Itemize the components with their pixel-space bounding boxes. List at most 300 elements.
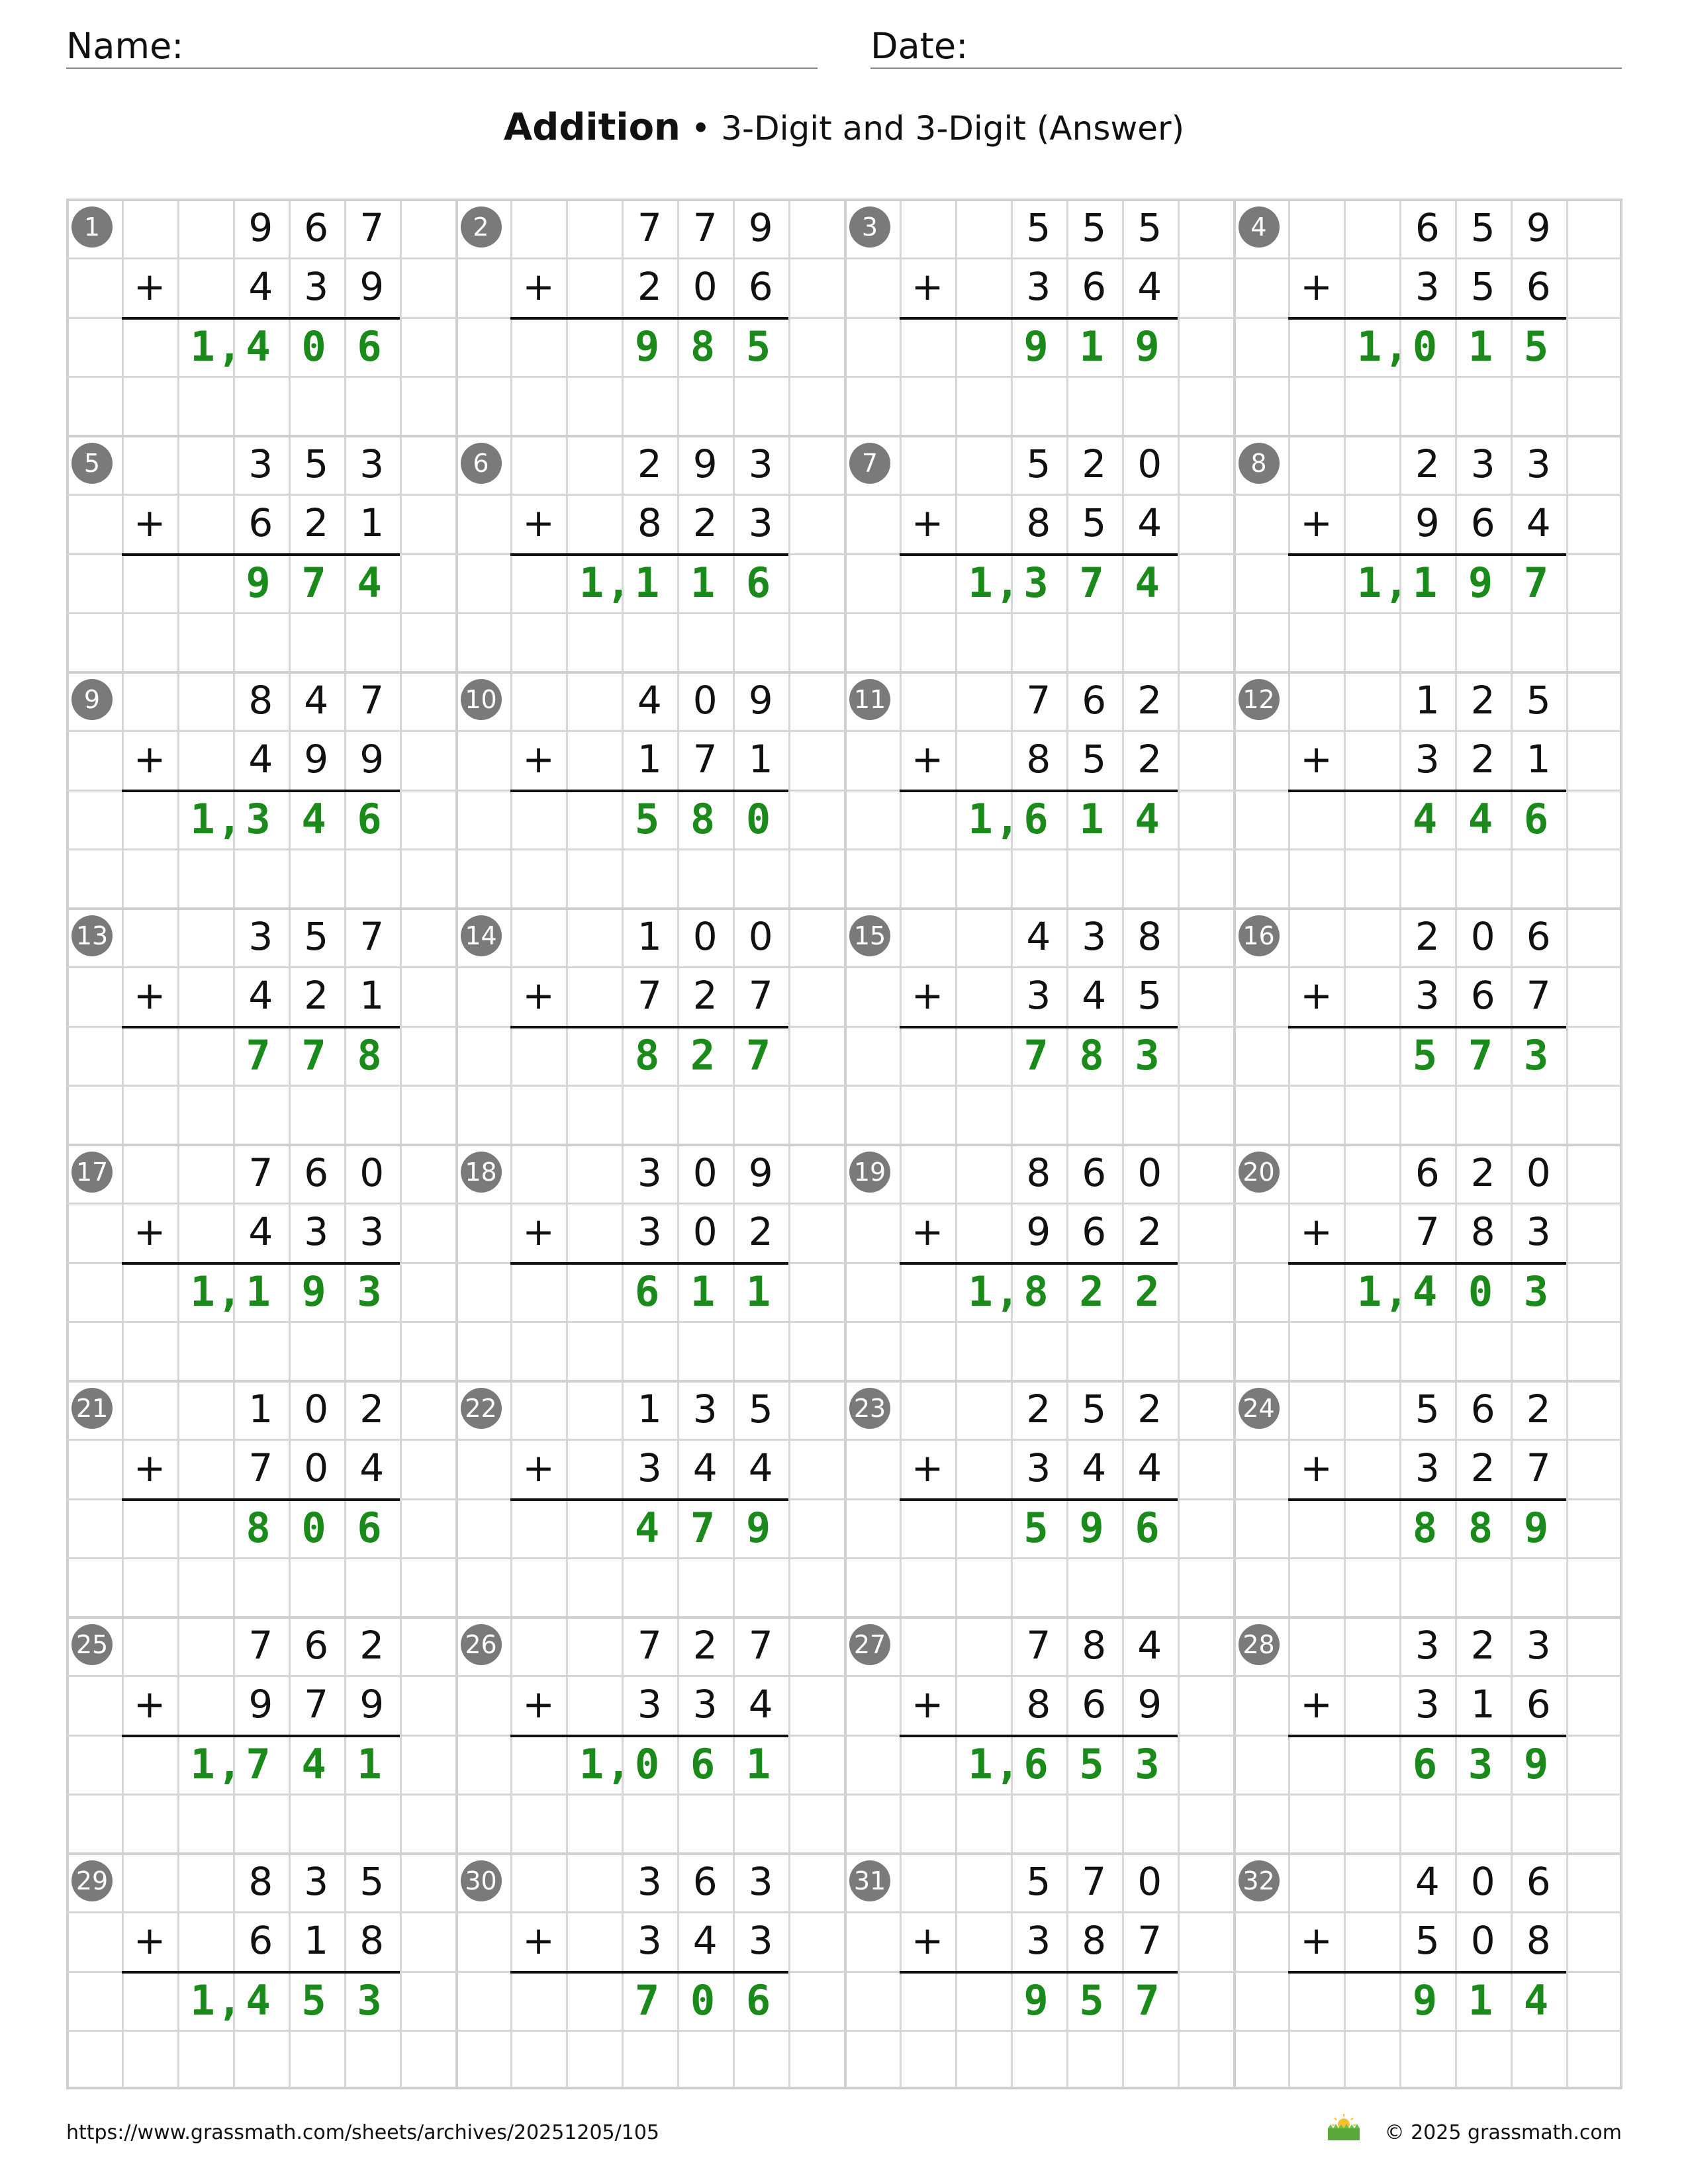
digit: 7 [1082, 1859, 1107, 1904]
answer-digit: 8 [634, 1030, 660, 1079]
problem-number-badge: 14 [461, 915, 502, 956]
addend-top [455, 1852, 845, 1911]
problem-number-badge: 32 [1239, 1860, 1280, 1901]
addend-bottom [1233, 1439, 1622, 1498]
answer-digit: 6 [745, 1976, 771, 2025]
answer [230, 553, 397, 612]
digit: 9 [748, 678, 773, 723]
answer-digit: 0 [745, 794, 771, 843]
addend-top [844, 1852, 1233, 1911]
answer-digit: 6 [634, 1267, 660, 1316]
answer-digit: 6 [690, 1739, 716, 1788]
problem [1233, 1144, 1622, 1380]
problem-number-badge: 24 [1239, 1388, 1280, 1429]
answer-digit: 1 [968, 1267, 993, 1316]
date-label: Date: [870, 25, 968, 67]
addend-bottom [66, 1439, 455, 1498]
problem [1233, 1616, 1622, 1852]
answer-digit: 9 [1023, 322, 1049, 371]
answer-digit: 6 [1523, 794, 1549, 843]
digit: 8 [1470, 1209, 1495, 1255]
problem-number-badge: 9 [71, 679, 113, 720]
answer: 1,1 9 3 [175, 1262, 397, 1321]
answer-digit: 3 [246, 794, 271, 843]
digit: 5 [1082, 1387, 1107, 1432]
plus-sign: + [911, 1445, 944, 1491]
addend-top [455, 907, 845, 966]
answer-digit: 8 [246, 1503, 271, 1552]
addend-top [1233, 1616, 1622, 1675]
digit: 4 [748, 1445, 773, 1491]
answer: 1,6 1 4 [953, 790, 1175, 848]
digit: 5 [1470, 205, 1495, 250]
digit: 3 [1415, 737, 1440, 782]
digit: 0 [359, 1150, 385, 1195]
digit: 2 [359, 1387, 385, 1432]
digit: 4 [1137, 1445, 1162, 1491]
answer [1008, 1971, 1175, 2030]
digit: 9 [748, 1150, 773, 1195]
answer-digit: 6 [357, 322, 382, 371]
digit: 1 [637, 737, 662, 782]
answer-digit: 9 [1523, 1503, 1549, 1552]
answer-digit: 1 [968, 1739, 993, 1788]
digit: 6 [1415, 1150, 1440, 1195]
answer: 1,8 2 2 [953, 1262, 1175, 1321]
addend-bottom [455, 1439, 845, 1498]
digit: 4 [1137, 264, 1162, 310]
plus-sign: + [1300, 1682, 1333, 1727]
answer-digit: 1 [968, 558, 993, 607]
answer-digit: 6 [357, 794, 382, 843]
digit: 4 [1137, 500, 1162, 546]
digit: 1 [637, 1387, 662, 1432]
digit: 7 [637, 205, 662, 250]
digit: 0 [304, 1387, 329, 1432]
addend-bottom [844, 1675, 1233, 1734]
addend-top [66, 1380, 455, 1439]
digit: 5 [359, 1859, 385, 1904]
addend-bottom [66, 730, 455, 789]
digit: 2 [304, 973, 329, 1019]
answer-digit: 1 [246, 1267, 271, 1316]
answer-digit: 8 [357, 1030, 382, 1079]
digit: 4 [248, 973, 273, 1019]
answer [620, 1971, 786, 2030]
digit: 7 [637, 973, 662, 1019]
digit: 0 [692, 264, 718, 310]
digit: 3 [1415, 1682, 1440, 1727]
answer-digit: 6 [1412, 1739, 1438, 1788]
digit: 8 [359, 1918, 385, 1964]
digit: 5 [1415, 1387, 1440, 1432]
digit: 8 [1026, 500, 1051, 546]
answer: 1,3 4 6 [175, 790, 397, 848]
plus-sign: + [1300, 264, 1333, 310]
digit: 9 [1026, 1209, 1051, 1255]
answer-digit: 1 [190, 1739, 215, 1788]
answer: 1,0 6 1 [564, 1735, 786, 1794]
title-subtitle: 3-Digit and 3-Digit (Answer) [721, 109, 1185, 148]
digit: 7 [359, 205, 385, 250]
answer-digit: 1 [1468, 1976, 1493, 2025]
answer-digit: 1 [634, 558, 660, 607]
addend-bottom [455, 1203, 845, 1261]
answer-digit: 4 [357, 558, 382, 607]
plus-sign: + [522, 1918, 555, 1964]
problem [66, 199, 455, 435]
digit: 3 [637, 1150, 662, 1195]
answer-digit: 3 [1523, 1030, 1549, 1079]
problem [844, 1616, 1233, 1852]
problem-number-badge: 12 [1239, 679, 1280, 720]
digit: 3 [304, 1209, 329, 1255]
digit: 9 [248, 1682, 273, 1727]
digit: 6 [248, 1918, 273, 1964]
problem [66, 671, 455, 907]
digit: 1 [248, 1387, 273, 1432]
digit: 9 [748, 205, 773, 250]
problem-number-badge: 28 [1239, 1624, 1280, 1665]
plus-sign: + [133, 973, 166, 1019]
problem-number-badge: 25 [71, 1624, 113, 1665]
digit: 4 [248, 264, 273, 310]
plus-sign: + [1300, 1445, 1333, 1491]
digit: 0 [1137, 1859, 1162, 1904]
digit: 4 [304, 678, 329, 723]
problem-number-badge: 18 [461, 1152, 502, 1193]
answer-digit: 9 [1079, 1503, 1104, 1552]
answer [1397, 1498, 1564, 1557]
answer-digit: 8 [1023, 1267, 1049, 1316]
problem [66, 1380, 455, 1616]
name-line[interactable] [66, 68, 818, 69]
digit: 3 [1026, 973, 1051, 1019]
problem [66, 435, 455, 671]
plus-sign: + [522, 1209, 555, 1255]
digit: 2 [1137, 1209, 1162, 1255]
digit: 0 [1470, 1859, 1495, 1904]
answer-digit: 3 [1023, 558, 1049, 607]
problem-number-badge: 19 [849, 1152, 890, 1193]
problem [844, 1380, 1233, 1616]
answer: 1,4 5 3 [175, 1971, 397, 2030]
digit: 8 [1082, 1623, 1107, 1668]
addend-bottom [66, 1203, 455, 1261]
digit: 7 [248, 1445, 273, 1491]
digit: 5 [1026, 1859, 1051, 1904]
digit: 7 [1526, 973, 1551, 1019]
answer: 1,4 0 6 [175, 317, 397, 376]
problem [455, 1144, 845, 1380]
answer-digit: 8 [690, 794, 716, 843]
digit: 2 [1137, 678, 1162, 723]
digit: 3 [1526, 1209, 1551, 1255]
answer-digit: 4 [1135, 558, 1160, 607]
addend-top [66, 907, 455, 966]
digit: 2 [637, 264, 662, 310]
problem [66, 1852, 455, 2089]
digit: 2 [692, 1623, 718, 1668]
digit: 5 [1137, 205, 1162, 250]
digit: 4 [692, 1918, 718, 1964]
addend-top [1233, 199, 1622, 257]
plus-sign: + [522, 264, 555, 310]
problem-number-badge: 17 [71, 1152, 113, 1193]
problem-number-badge: 6 [461, 443, 502, 484]
answer-digit: 9 [634, 322, 660, 371]
answer-digit: 9 [1523, 1739, 1549, 1788]
digit: 4 [1082, 973, 1107, 1019]
digit: 0 [1137, 441, 1162, 486]
answer-digit: 4 [1412, 794, 1438, 843]
answer-digit: 5 [1079, 1976, 1104, 2025]
answer-digit: 3 [1468, 1739, 1493, 1788]
answer-digit: 4 [1523, 1976, 1549, 2025]
digit: 1 [359, 500, 385, 546]
digit: 9 [692, 441, 718, 486]
answer [620, 1026, 786, 1085]
digit: 6 [1526, 1859, 1551, 1904]
digit: 2 [1470, 1445, 1495, 1491]
addend-bottom [1233, 966, 1622, 1025]
answer-digit: 0 [301, 322, 326, 371]
digit: 3 [359, 1209, 385, 1255]
addend-bottom [844, 1203, 1233, 1261]
answer-digit: 1 [1412, 558, 1438, 607]
answer-digit: 5 [1523, 322, 1549, 371]
digit: 6 [1082, 678, 1107, 723]
answer [1008, 1498, 1175, 1557]
problem-number-badge: 21 [71, 1388, 113, 1429]
answer [1397, 1735, 1564, 1794]
digit: 3 [692, 1387, 718, 1432]
digit: 6 [1082, 1209, 1107, 1255]
digit: 2 [1026, 1387, 1051, 1432]
answer-digit: 5 [745, 322, 771, 371]
digit: 3 [1415, 1445, 1440, 1491]
plus-sign: + [911, 500, 944, 546]
digit: 4 [1137, 1623, 1162, 1668]
title-main: Addition [503, 106, 680, 149]
answer-digit: 7 [1079, 558, 1104, 607]
digit: 3 [748, 1918, 773, 1964]
answer-digit: 7 [1523, 558, 1549, 607]
worksheet-grid [66, 199, 1622, 2089]
grass-logo-icon [1324, 2111, 1364, 2142]
plus-sign: + [1300, 1918, 1333, 1964]
digit: 7 [1137, 1918, 1162, 1964]
plus-sign: + [133, 737, 166, 782]
digit: 4 [748, 1682, 773, 1727]
answer-digit: 3 [357, 1976, 382, 2025]
digit: 8 [1026, 1150, 1051, 1195]
digit: 2 [359, 1623, 385, 1668]
digit: 6 [1415, 205, 1440, 250]
date-line[interactable] [870, 68, 1622, 69]
answer-digit: 0 [690, 1976, 716, 2025]
plus-sign: + [133, 1209, 166, 1255]
digit: 1 [1470, 1682, 1495, 1727]
problem [455, 435, 845, 671]
answer-digit: 5 [301, 1976, 326, 2025]
digit: 3 [637, 1209, 662, 1255]
problem-number-badge: 15 [849, 915, 890, 956]
digit: 7 [1415, 1209, 1440, 1255]
digit: 9 [359, 264, 385, 310]
answer: 1,6 5 3 [953, 1735, 1175, 1794]
answer-digit: 5 [1412, 1030, 1438, 1079]
answer-digit: 1 [690, 1267, 716, 1316]
addend-bottom [1233, 1911, 1622, 1970]
problem-number-badge: 22 [461, 1388, 502, 1429]
digit: 7 [748, 1623, 773, 1668]
digit: 7 [1026, 678, 1051, 723]
digit: 6 [1082, 1150, 1107, 1195]
addend-top [1233, 1852, 1622, 1911]
digit: 6 [1082, 264, 1107, 310]
digit: 8 [1137, 914, 1162, 959]
plus-sign: + [133, 264, 166, 310]
addend-bottom [844, 730, 1233, 789]
answer-digit: 1 [745, 1267, 771, 1316]
digit: 5 [304, 441, 329, 486]
digit: 3 [1526, 1623, 1551, 1668]
addend-bottom [1233, 494, 1622, 553]
problem-number-badge: 4 [1239, 206, 1280, 248]
problem [844, 671, 1233, 907]
answer-digit: 7 [301, 1030, 326, 1079]
digit: 7 [692, 205, 718, 250]
answer: 1,1 9 7 [1342, 553, 1564, 612]
plus-sign: + [911, 973, 944, 1019]
addend-bottom [844, 494, 1233, 553]
digit: 4 [692, 1445, 718, 1491]
plus-sign: + [522, 973, 555, 1019]
addend-top [455, 1380, 845, 1439]
problem [455, 1852, 845, 2089]
plus-sign: + [911, 1209, 944, 1255]
digit: 3 [1026, 1918, 1051, 1964]
answer-digit: 4 [246, 1976, 271, 2025]
answer-digit: 7 [634, 1976, 660, 2025]
answer-digit: 7 [1023, 1030, 1049, 1079]
answer [620, 790, 786, 848]
problem [844, 1852, 1233, 2089]
answer-digit: 1 [190, 1976, 215, 2025]
digit: 3 [1470, 441, 1495, 486]
name-label: Name: [66, 25, 184, 67]
problem-number-badge: 23 [849, 1388, 890, 1429]
digit: 2 [1470, 1623, 1495, 1668]
digit: 5 [1470, 264, 1495, 310]
answer-digit: 4 [1135, 794, 1160, 843]
answer-digit: 1 [745, 1739, 771, 1788]
digit: 3 [748, 1859, 773, 1904]
answer-digit: 0 [1412, 322, 1438, 371]
answer-digit: 7 [301, 558, 326, 607]
digit: 6 [1082, 1682, 1107, 1727]
answer-digit: 5 [1079, 1739, 1104, 1788]
answer-digit: 7 [690, 1503, 716, 1552]
digit: 3 [304, 1859, 329, 1904]
digit: 5 [1082, 500, 1107, 546]
answer-digit: 8 [1412, 1503, 1438, 1552]
answer-digit: 8 [1468, 1503, 1493, 1552]
answer-digit: 1 [1356, 322, 1382, 371]
answer-digit: 6 [745, 558, 771, 607]
addend-top [844, 1380, 1233, 1439]
addend-top [455, 435, 845, 494]
digit: 8 [1082, 1918, 1107, 1964]
answer-digit: 4 [1468, 794, 1493, 843]
answer [1397, 1026, 1564, 1085]
digit: 8 [1026, 737, 1051, 782]
addend-bottom [1233, 730, 1622, 789]
digit: 6 [1470, 973, 1495, 1019]
digit: 6 [748, 264, 773, 310]
digit: 2 [1526, 1387, 1551, 1432]
plus-sign: + [133, 500, 166, 546]
answer-digit: 1 [357, 1739, 382, 1788]
answer-digit: 7 [1135, 1976, 1160, 2025]
digit: 1 [748, 737, 773, 782]
answer-digit: 4 [246, 322, 271, 371]
problem-number-badge: 8 [1239, 443, 1280, 484]
answer-digit: 1 [190, 322, 215, 371]
answer: 1,7 4 1 [175, 1735, 397, 1794]
answer-digit: 9 [745, 1503, 771, 1552]
problem-number-badge: 7 [849, 443, 890, 484]
digit: 6 [1470, 1387, 1495, 1432]
addend-top [1233, 907, 1622, 966]
addend-top [1233, 1380, 1622, 1439]
answer [620, 1262, 786, 1321]
digit: 0 [1470, 1918, 1495, 1964]
digit: 3 [1526, 441, 1551, 486]
addend-bottom [1233, 1203, 1622, 1261]
problem-number-badge: 11 [849, 679, 890, 720]
digit: 4 [1082, 1445, 1107, 1491]
problem [844, 907, 1233, 1144]
digit: 9 [1137, 1682, 1162, 1727]
digit: 2 [748, 1209, 773, 1255]
digit: 0 [304, 1445, 329, 1491]
digit: 4 [248, 737, 273, 782]
answer-digit: 1 [579, 1739, 604, 1788]
digit: 3 [637, 1445, 662, 1491]
digit: 9 [248, 205, 273, 250]
problem [455, 671, 845, 907]
problem [66, 1616, 455, 1852]
digit: 0 [1526, 1150, 1551, 1195]
problem [1233, 907, 1622, 1144]
problem [844, 1144, 1233, 1380]
answer [230, 1498, 397, 1557]
answer: 1,1 1 6 [564, 553, 786, 612]
worksheet-title [0, 106, 1688, 149]
plus-sign: + [1300, 737, 1333, 782]
digit: 3 [1082, 914, 1107, 959]
problem-number-badge: 2 [461, 206, 502, 248]
answer [620, 317, 786, 376]
digit: 5 [748, 1387, 773, 1432]
answer [1008, 1026, 1175, 1085]
addend-bottom [1233, 1675, 1622, 1734]
answer-digit: 1 [1356, 1267, 1382, 1316]
answer-digit: 1 [1079, 794, 1104, 843]
digit: 0 [1470, 914, 1495, 959]
